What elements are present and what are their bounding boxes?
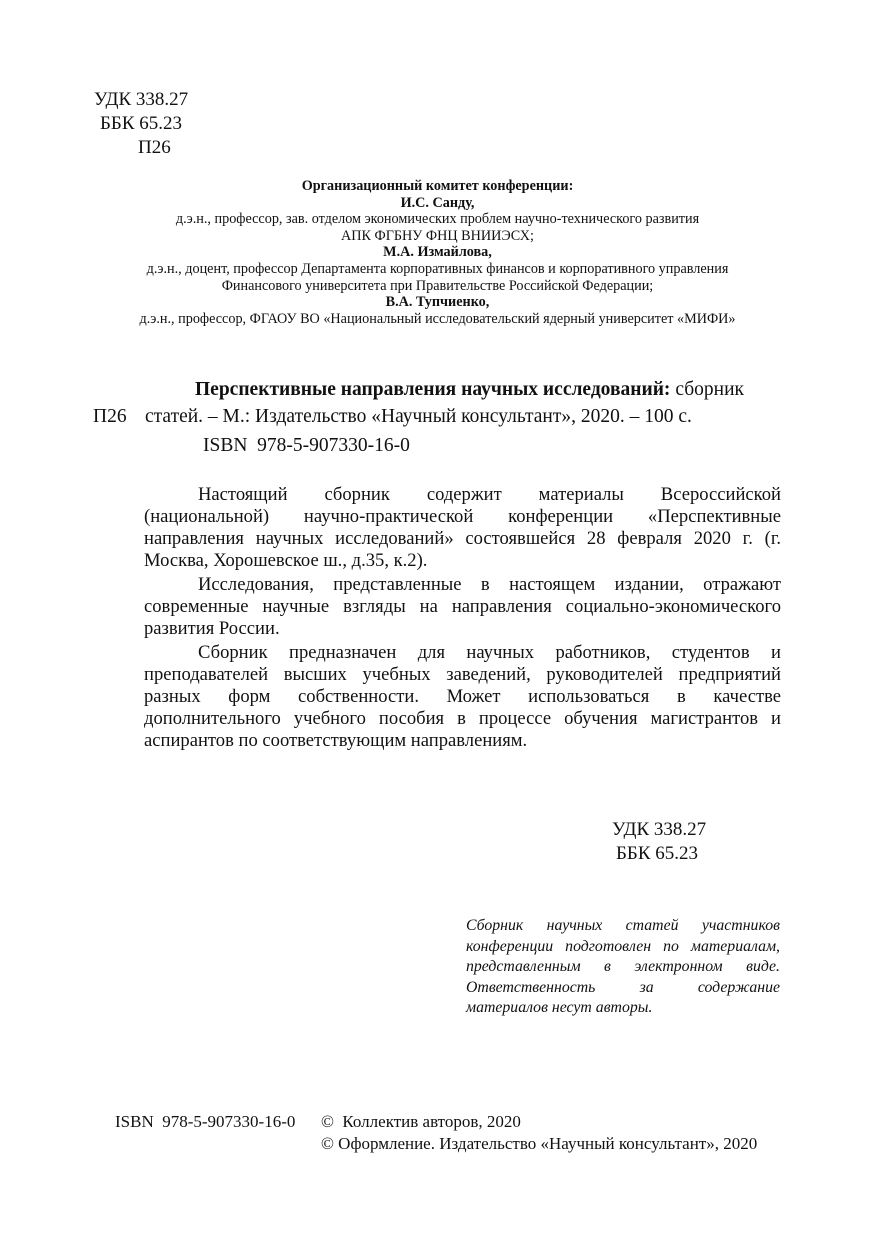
publication-title-rest: сборник [670, 379, 744, 400]
udk-code: УДК 338.27 [612, 819, 707, 840]
abstract [144, 484, 781, 754]
author-mark: П26 [138, 137, 171, 158]
bbk-code: ББК 65.23 [616, 843, 698, 864]
classification-top [94, 88, 188, 160]
abstract-paragraph: Настоящий сборник содержит материалы Всероссийской (национальной) научно-практической конференции «Перспективные направления научных исследований» состоявшейся 28 февраля 2020 г. (г. Москва, Хорошевское ш., д.35, к.2). [144, 484, 781, 571]
udk-code: УДК 338.27 [94, 89, 189, 110]
committee-member-desc: д.э.н., профессор, ФГАОУ ВО «Национальный исследовательский ядерный университет «МИФИ» [139, 310, 736, 327]
abstract-paragraph: Исследования, представленные в настоящем издании, отражают современные научные взгляды на направления социально-экономического развития России. [144, 574, 781, 639]
biblio-mark: П26 [93, 406, 127, 427]
bbk-code: ББК 65.23 [100, 113, 182, 134]
copyright-design: © Оформление. Издательство «Научный консультант», 2020 [321, 1134, 758, 1153]
committee-member-desc: д.э.н., доцент, профессор Департамента корпоративных финансов и корпоративного управления [146, 260, 729, 277]
classification-bottom [612, 818, 706, 866]
committee-member-desc: Финансового университета при Правительстве Российской Федерации; [221, 277, 654, 294]
organizing-committee [80, 178, 795, 327]
biblio-title-line [195, 377, 785, 403]
committee-member-name: В.А. Тупчиенко, [385, 294, 490, 311]
committee-member-name: М.А. Измайлова, [383, 244, 492, 261]
publication-title: Перспективные направления научных исследований: [195, 379, 671, 400]
biblio-publisher-line: статей. – М.: Издательство «Научный консультант», 2020. – 100 с. [145, 406, 692, 427]
copyright-isbn: ISBN 978-5-907330-16-0 [115, 1112, 296, 1131]
biblio-isbn: ISBN 978-5-907330-16-0 [203, 435, 410, 456]
committee-member-desc: д.э.н., профессор, зав. отделом экономических проблем научно-технического развития [175, 211, 700, 228]
committee-member-desc: АПК ФГБНУ ФНЦ ВНИИЭСХ; [341, 227, 534, 244]
editorial-note: Сборник научных статей участников конференции подготовлен по материалам, представленным в электронном виде. Ответственность за содержание материалов несут авторы. [466, 917, 780, 1016]
abstract-paragraph: Сборник предназначен для научных работников, студентов и преподавателей высших учебных заведений, руководителей предприятий разных форм собственности. Может использоваться в качестве дополнительного учебного пособия в процессе обучения магистрантов и аспирантов по соответствующим направлениям. [144, 642, 781, 751]
committee-heading: Организационный комитет конференции: [301, 178, 574, 194]
copyright-authors: © Коллектив авторов, 2020 [321, 1112, 521, 1131]
committee-member-name: И.С. Санду, [400, 194, 475, 211]
